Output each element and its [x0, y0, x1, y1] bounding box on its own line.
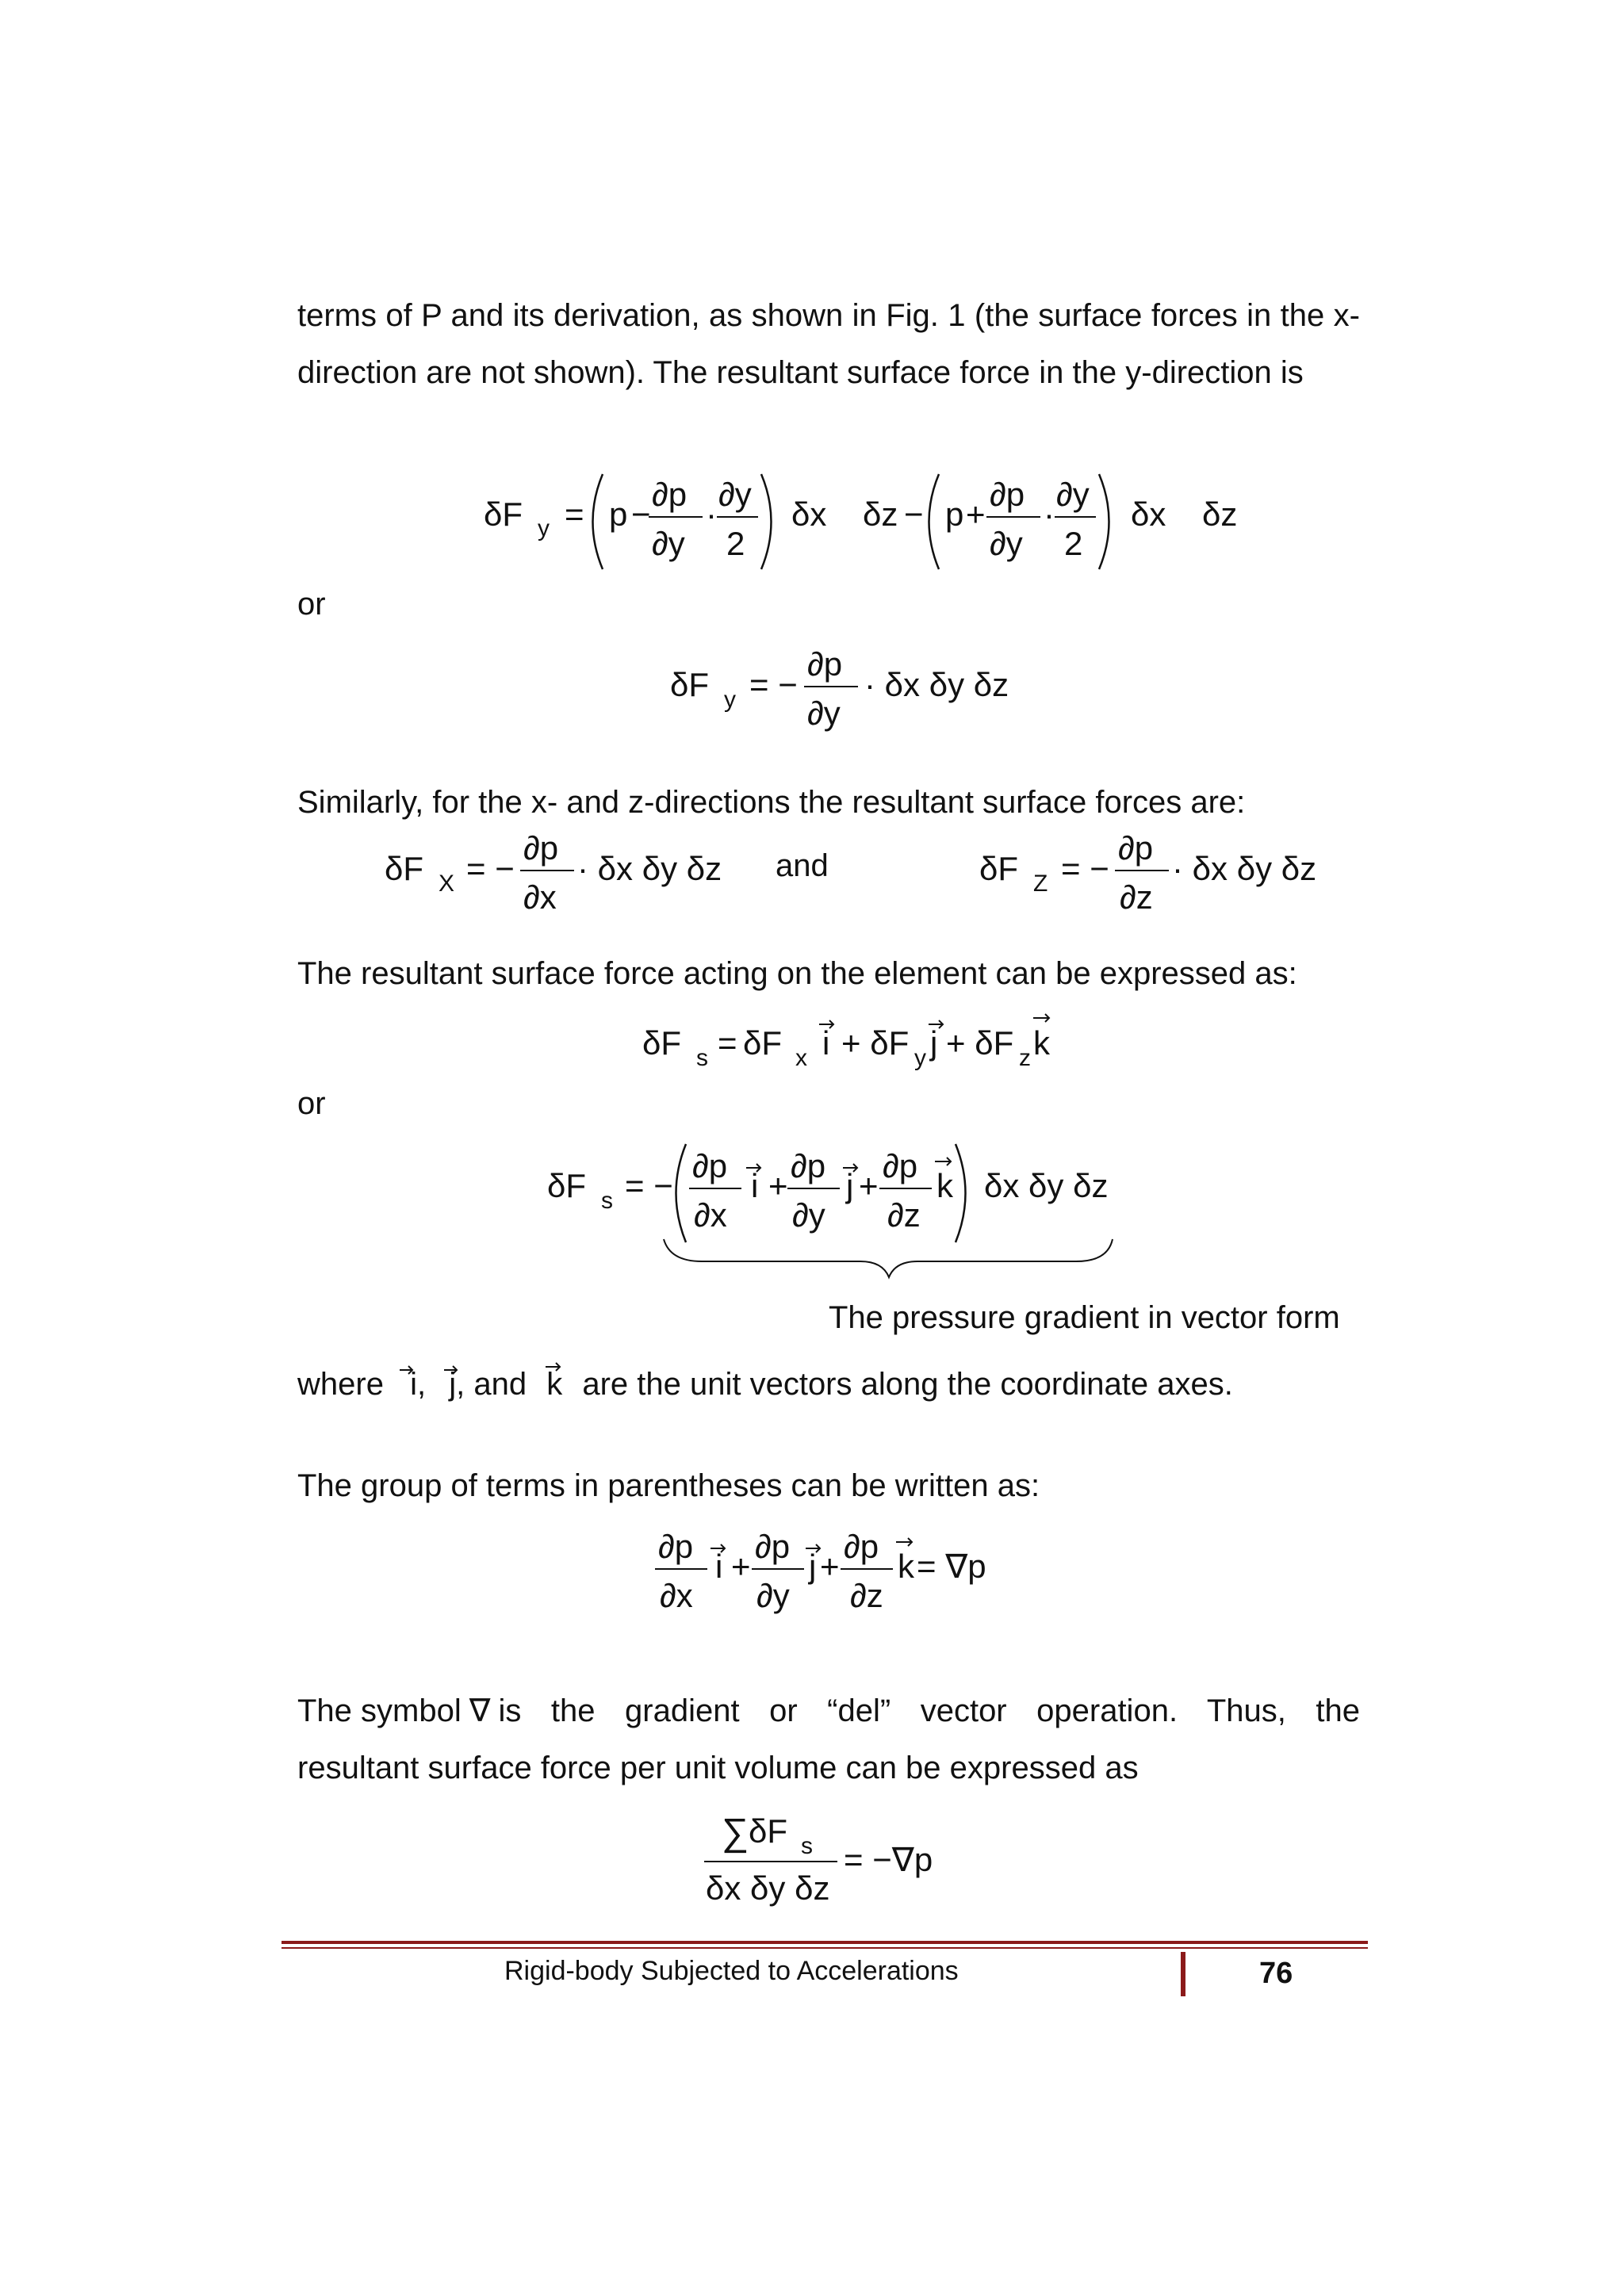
eq5-k: k	[1033, 1024, 1050, 1062]
eq1-dx-1: δx	[791, 496, 827, 533]
where-comma: ,	[416, 1367, 427, 1402]
brace-label: The pressure gradient in vector form	[829, 1300, 1340, 1335]
where-prefix: where	[297, 1367, 384, 1402]
text-or-1: or	[297, 587, 326, 622]
footer-rule-top	[282, 1941, 1368, 1944]
eq7-dp-1: ∂p	[658, 1528, 694, 1565]
eq1-paren-left-2	[929, 474, 940, 569]
eq7-k-arrow	[896, 1538, 912, 1546]
symbol-suffix: is the gradient or “del” vector operation. Thus, the	[498, 1693, 1360, 1728]
eq1-lhs-sub: y	[538, 515, 550, 541]
eq6-j: j	[846, 1167, 854, 1204]
paragraph-similarly: Similarly, for the x- and z-directions the resultant surface forces are:	[297, 785, 1246, 820]
eq1-equals: =	[565, 496, 584, 533]
eq3-lhs: δF	[385, 850, 424, 887]
eq6-paren-right	[956, 1144, 966, 1242]
eq6-underbrace	[664, 1239, 1113, 1277]
eq1-dy-1: ∂y	[652, 525, 685, 562]
eq2-rest: · δx δy δz	[864, 666, 1009, 703]
eq7-i: i	[715, 1548, 723, 1585]
eq7-dy: ∂y	[756, 1577, 790, 1614]
eq5-t2: + δF	[841, 1024, 910, 1062]
eq8-sub-s: s	[801, 1833, 813, 1859]
eq7-k: k	[898, 1548, 914, 1585]
eq1-dy-num-1: ∂y	[718, 476, 752, 513]
eq6-dp-2: ∂p	[791, 1147, 826, 1184]
eq3-num: ∂p	[523, 829, 559, 867]
eq7-dx: ∂x	[660, 1577, 693, 1614]
eq1-plus: +	[966, 496, 986, 533]
eq1-dp-2: ∂p	[990, 476, 1025, 513]
eq1-dz-2: δz	[1202, 496, 1238, 533]
where-k-arrow	[546, 1363, 560, 1371]
eq1-p: p	[609, 496, 628, 533]
equation-force-y	[666, 641, 1009, 736]
eq2-eq: = −	[749, 666, 798, 703]
equation-pressure-gradient-force	[543, 1138, 1114, 1280]
eq5-i: i	[822, 1024, 830, 1062]
eq3-eq: = −	[466, 850, 515, 887]
footer-title: Rigid-body Subjected to Accelerations	[504, 1956, 959, 1986]
eq6-dx: ∂x	[694, 1196, 727, 1234]
eq5-eq: =	[718, 1024, 737, 1062]
paragraph-group: The group of terms in parentheses can be written as:	[297, 1468, 1040, 1503]
eq6-rest: δx δy δz	[984, 1167, 1109, 1204]
eq5-sub-s: s	[696, 1045, 708, 1071]
symbol-prefix: The symbol	[297, 1693, 462, 1728]
eq1-dy-2: ∂y	[990, 525, 1023, 562]
eq6-k: k	[936, 1167, 953, 1204]
text-or-2: or	[297, 1086, 326, 1121]
eq4-lhs: δF	[979, 850, 1019, 887]
eq8-eq: = −∇p	[844, 1841, 933, 1878]
eq1-paren-right-2	[1099, 474, 1109, 569]
where-k: k	[546, 1367, 563, 1402]
equation-force-sum	[638, 1007, 1051, 1078]
eq8-num: δF	[749, 1812, 788, 1850]
page-number: 76	[1259, 1957, 1293, 1990]
eq6-dy: ∂y	[792, 1196, 825, 1234]
paragraph-symbol	[297, 1682, 1360, 1797]
where-j-arrow	[444, 1366, 457, 1374]
equation-force-y-expanded	[476, 466, 1238, 577]
eq1-dy-num-2: ∂y	[1056, 476, 1090, 513]
equation-gradient	[650, 1518, 1015, 1621]
eq1-paren-right-1	[761, 474, 772, 569]
eq7-dp-3: ∂p	[844, 1528, 879, 1565]
where-i-arrow	[400, 1366, 412, 1374]
eq6-plus-1: +	[768, 1167, 788, 1204]
eq7-plus-1: +	[731, 1548, 751, 1585]
eq2-den: ∂y	[807, 695, 841, 732]
eq1-dp-1: ∂p	[652, 476, 688, 513]
eq5-lhs: δF	[642, 1024, 682, 1062]
eq5-sub-y: y	[914, 1045, 926, 1071]
eq2-sub: y	[724, 687, 736, 713]
footer-divider	[1181, 1952, 1185, 1996]
eq4-sub: Z	[1033, 871, 1048, 897]
eq1-dz-1: δz	[863, 496, 898, 533]
eq6-lhs: δF	[547, 1167, 587, 1204]
eq4-eq: = −	[1061, 850, 1109, 887]
eq1-two-2: 2	[1064, 525, 1083, 562]
eq1-dx-2: δx	[1131, 496, 1166, 533]
nabla-symbol: ∇	[469, 1693, 491, 1728]
eq8-sum: ∑	[722, 1812, 749, 1854]
eq1-dot-1: ·	[706, 496, 717, 533]
equation-force-x	[381, 825, 722, 920]
eq1-p-2: p	[945, 496, 964, 533]
symbol-line-2: resultant surface force per unit volume can be expressed as	[297, 1751, 1139, 1785]
text-and: and	[776, 848, 829, 883]
where-j: j	[449, 1367, 457, 1402]
eq7-j: j	[809, 1548, 817, 1585]
eq6-eq: = −	[625, 1167, 673, 1204]
where-and: , and	[456, 1367, 527, 1402]
eq6-sub-s: s	[601, 1188, 613, 1214]
eq6-dz: ∂z	[887, 1196, 921, 1234]
where-suffix: are the unit vectors along the coordinate axes.	[582, 1367, 1233, 1402]
where-i: i	[410, 1367, 417, 1402]
eq5-k-arrow	[1033, 1014, 1049, 1022]
footer-rule-bottom	[282, 1947, 1368, 1949]
eq6-dp-1: ∂p	[692, 1147, 728, 1184]
eq4-rest: · δx δy δz	[1172, 850, 1317, 887]
where-arrows	[396, 1359, 571, 1383]
eq7-eq: = ∇p	[917, 1548, 986, 1585]
eq7-dp-2: ∂p	[755, 1528, 791, 1565]
eq6-i: i	[751, 1167, 759, 1204]
eq5-t3: + δF	[946, 1024, 1014, 1062]
eq1-minus-2: −	[904, 496, 924, 533]
eq1-lhs: δF	[484, 496, 523, 533]
eq7-plus-2: +	[820, 1548, 840, 1585]
eq1-minus: −	[631, 496, 651, 533]
eq1-dot-2: ·	[1044, 496, 1055, 533]
eq6-paren-left	[676, 1144, 687, 1242]
eq3-rest: · δx δy δz	[577, 850, 722, 887]
eq6-plus-2: +	[859, 1167, 879, 1204]
equation-force-z	[975, 825, 1317, 920]
paragraph-intro: terms of P and its derivation, as shown in Fig. 1 (the surface forces in the x-direction are not shown). The resultant surface force in the y-direction is	[297, 298, 1360, 390]
eq2-lhs: δF	[670, 666, 710, 703]
eq3-sub: X	[439, 871, 455, 897]
eq6-k-arrow	[935, 1158, 951, 1165]
symbol-line-1	[297, 1682, 1360, 1739]
eq2-num: ∂p	[807, 645, 843, 683]
eq4-num: ∂p	[1118, 829, 1154, 867]
eq5-sub-z: z	[1019, 1045, 1031, 1071]
eq1-paren-left-1	[593, 474, 603, 569]
eq8-den: δx δy δz	[706, 1869, 830, 1907]
equation-force-per-volume	[698, 1801, 967, 1912]
eq5-t1: δF	[743, 1024, 783, 1062]
eq1-two-1: 2	[726, 525, 745, 562]
eq4-den: ∂z	[1120, 878, 1153, 916]
eq6-dp-3: ∂p	[883, 1147, 918, 1184]
eq5-j: j	[930, 1024, 938, 1062]
eq5-sub-x: x	[795, 1045, 807, 1071]
eq3-den: ∂x	[523, 878, 557, 916]
paragraph-resultant: The resultant surface force acting on the element can be expressed as:	[297, 956, 1297, 991]
eq7-dz: ∂z	[850, 1577, 883, 1614]
